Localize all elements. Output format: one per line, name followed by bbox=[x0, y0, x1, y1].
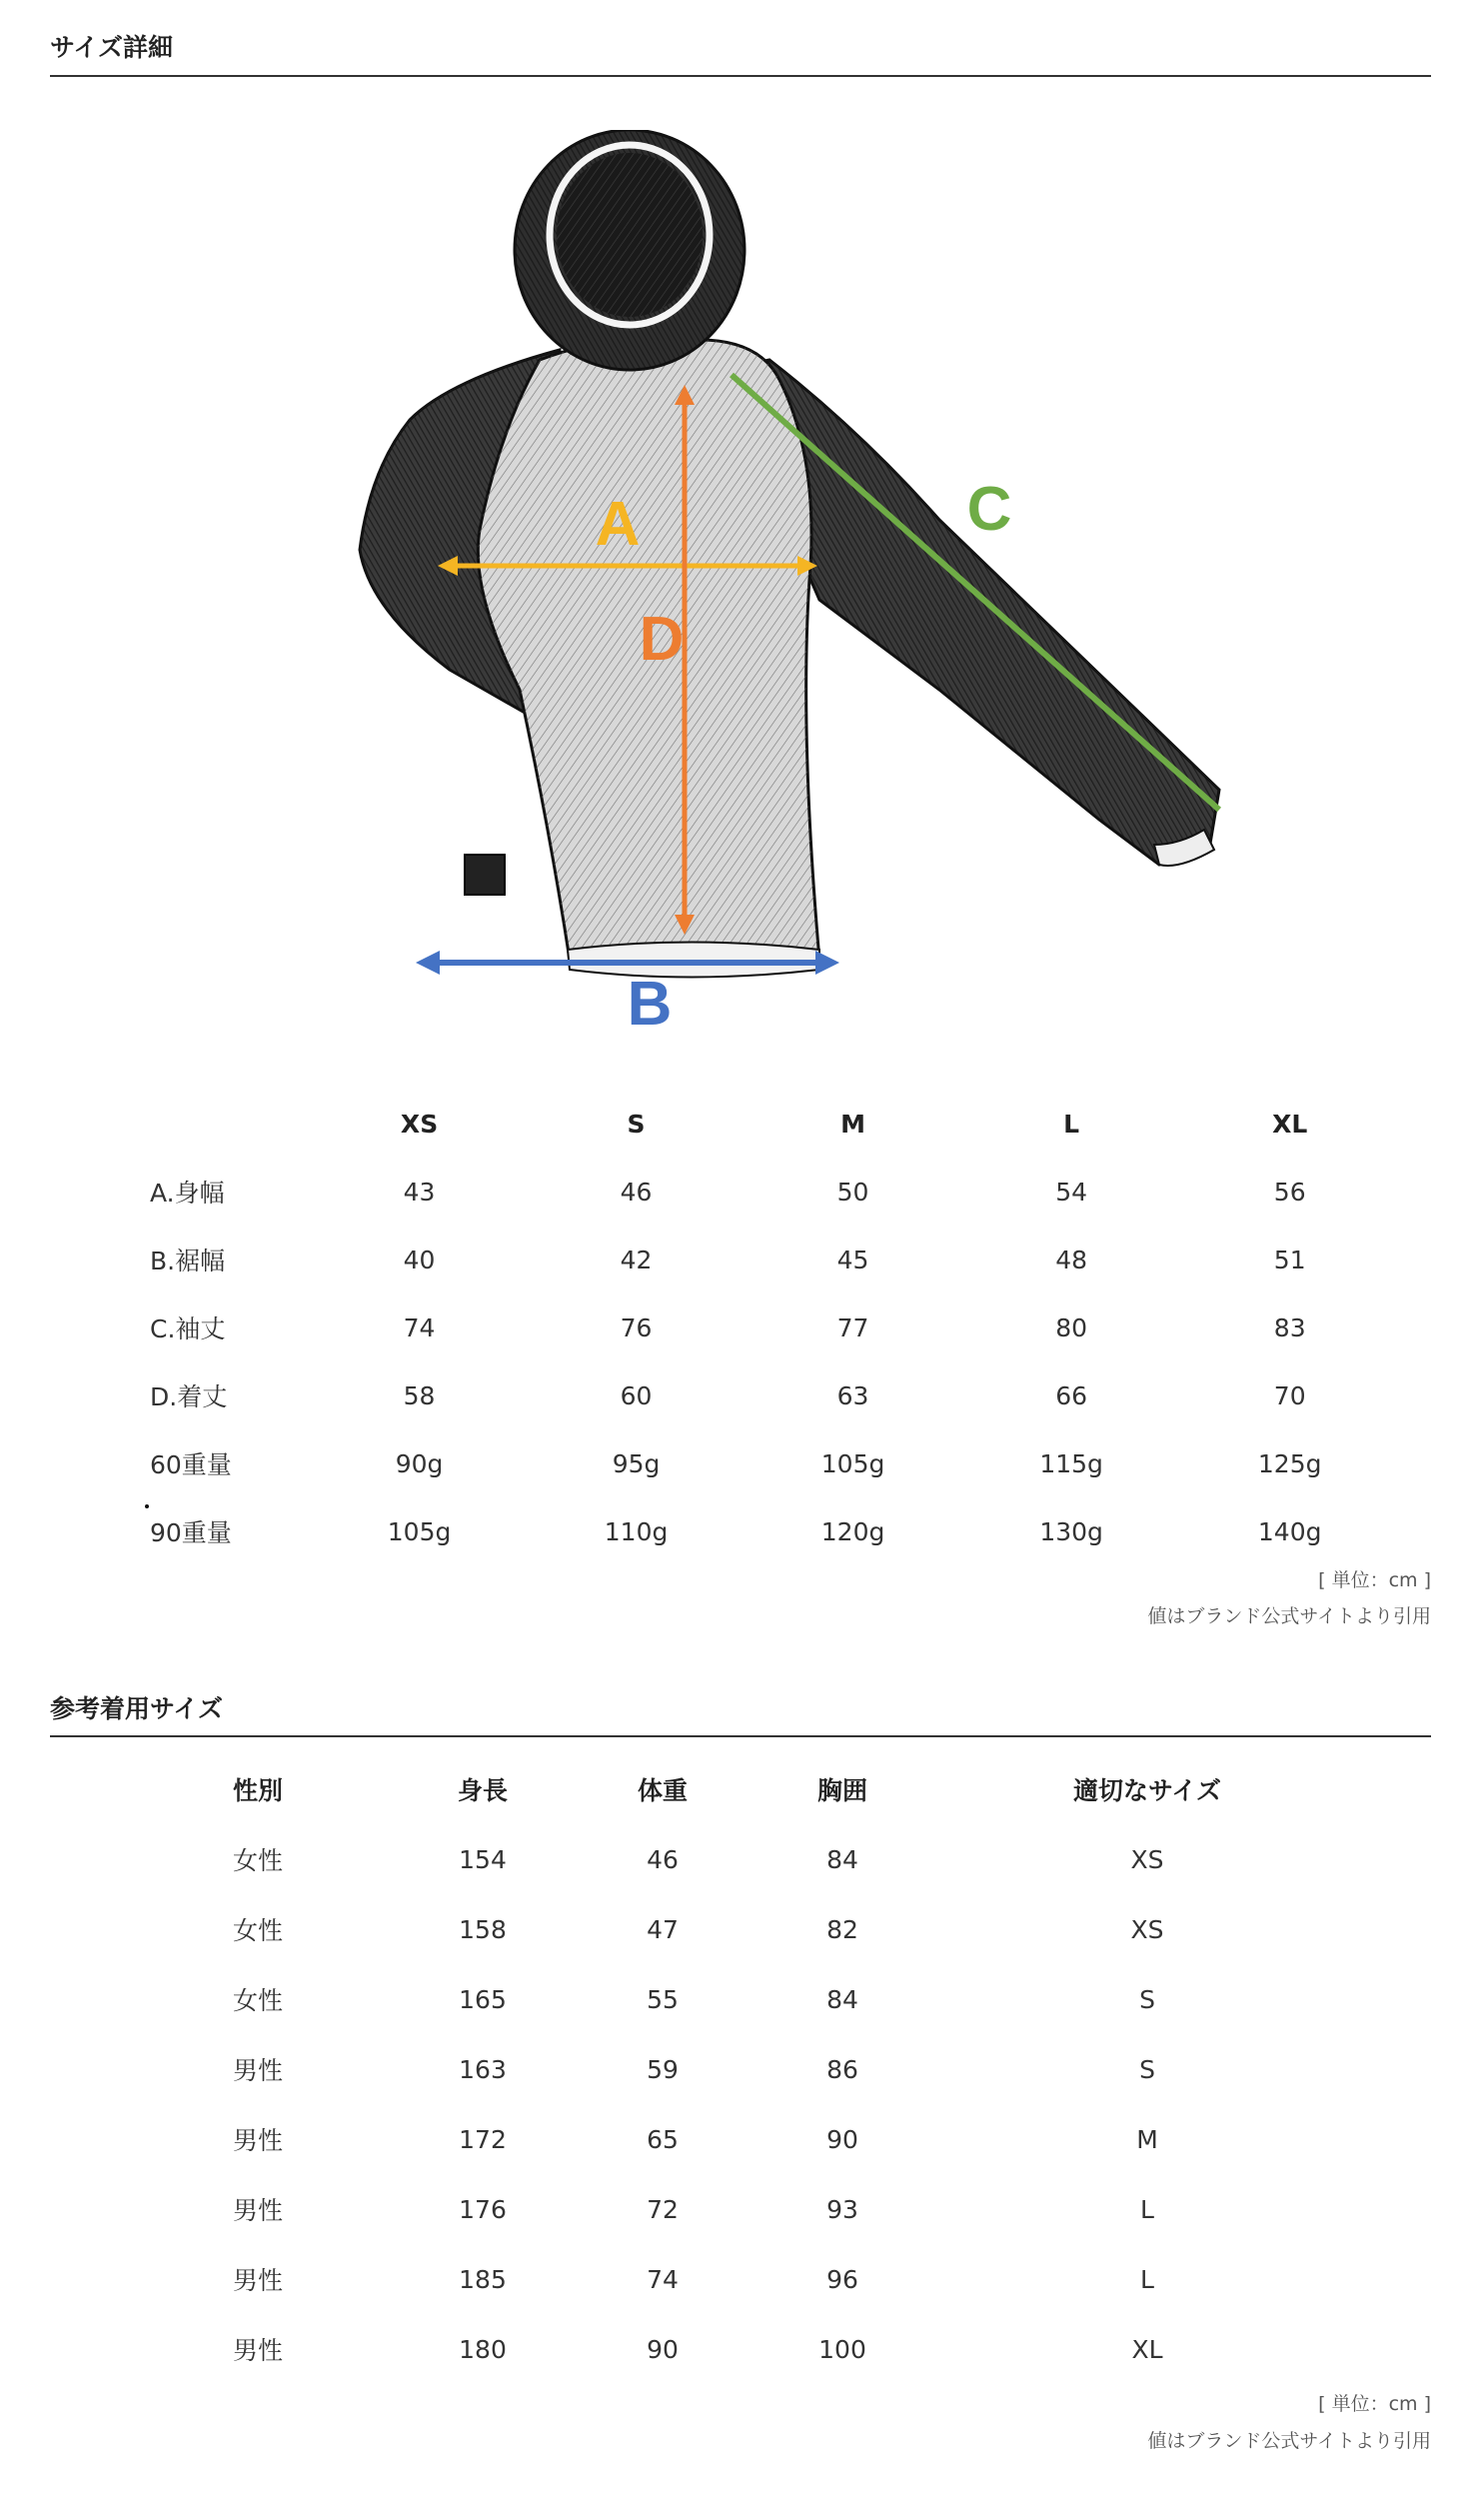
cell-fit-size: M bbox=[1136, 2124, 1158, 2154]
cell-weight: 72 bbox=[647, 2194, 679, 2224]
reference-source-note: 値はブランド公式サイトより引用 bbox=[1147, 2430, 1431, 2452]
table-row bbox=[150, 1158, 1399, 1226]
cell-fit-size: S bbox=[1139, 1984, 1155, 2014]
size-detail-unit-note: [ 単位：cm ] bbox=[1318, 1569, 1431, 1591]
cell-weight: 59 bbox=[647, 2054, 679, 2084]
table-row bbox=[150, 1361, 1399, 1429]
cell-value: 105g bbox=[387, 1516, 452, 1546]
size-detail-divider bbox=[50, 75, 1431, 77]
cell-value: 125g bbox=[1257, 1448, 1322, 1478]
table-row bbox=[150, 1293, 1399, 1361]
reference-header-row bbox=[183, 1754, 1302, 1824]
cell-fit-size: XS bbox=[1130, 1914, 1164, 1944]
cell-weight: 47 bbox=[647, 1914, 679, 1944]
cell-weight: 46 bbox=[647, 1844, 679, 1874]
cell-weight: 55 bbox=[647, 1984, 679, 2014]
size-detail-source-note: 値はブランド公式サイトより引用 bbox=[1147, 1605, 1431, 1627]
cell-weight: 74 bbox=[647, 2264, 679, 2294]
cell-chest: 82 bbox=[826, 1914, 858, 1944]
cell-fit-size: L bbox=[1140, 2264, 1154, 2294]
cell-chest: 90 bbox=[826, 2124, 858, 2154]
cell-gender: 男性 bbox=[232, 2336, 283, 2365]
cell-weight: 90 bbox=[647, 2334, 679, 2364]
table-row bbox=[183, 2244, 1302, 2314]
logo-patch bbox=[465, 855, 505, 895]
measure-b-label: B bbox=[627, 970, 673, 1030]
table-row bbox=[183, 2034, 1302, 2104]
table-row bbox=[183, 1894, 1302, 1964]
cell-chest: 96 bbox=[826, 2264, 858, 2294]
cell-height: 176 bbox=[459, 2194, 507, 2224]
cell-value: 54 bbox=[1055, 1177, 1088, 1207]
header-weight: 体重 bbox=[637, 1776, 688, 1805]
cell-chest: 84 bbox=[826, 1984, 858, 2014]
cell-gender: 男性 bbox=[232, 2126, 283, 2155]
reference-table bbox=[183, 1754, 1302, 2384]
cell-value: 70 bbox=[1273, 1380, 1306, 1410]
table-row bbox=[183, 2314, 1302, 2384]
header-gender: 性別 bbox=[232, 1776, 283, 1805]
cell-gender: 女性 bbox=[232, 1986, 283, 2015]
cell-value: 40 bbox=[403, 1245, 436, 1274]
cell-value: 51 bbox=[1273, 1245, 1306, 1274]
size-detail-title: サイズ詳細 bbox=[50, 33, 174, 62]
cell-value: 110g bbox=[604, 1516, 669, 1546]
size-detail-header-row bbox=[150, 1090, 1399, 1158]
cell-fit-size: XS bbox=[1130, 1844, 1164, 1874]
cell-fit-size: L bbox=[1140, 2194, 1154, 2224]
cell-value: 48 bbox=[1055, 1245, 1088, 1274]
cell-value: 58 bbox=[403, 1380, 436, 1410]
header-l: L bbox=[1063, 1109, 1080, 1139]
cell-value: 90g bbox=[395, 1448, 444, 1478]
cell-height: 154 bbox=[459, 1844, 507, 1874]
cell-height: 163 bbox=[459, 2054, 507, 2084]
cell-value: 130g bbox=[1039, 1516, 1103, 1546]
cell-gender: 女性 bbox=[232, 1916, 283, 1945]
cell-chest: 86 bbox=[826, 2054, 858, 2084]
cell-value: 43 bbox=[403, 1177, 436, 1207]
cell-value: 83 bbox=[1273, 1312, 1306, 1342]
table-row bbox=[150, 1497, 1399, 1565]
cell-value: 63 bbox=[836, 1380, 869, 1410]
row-label: C.袖丈 bbox=[150, 1314, 226, 1343]
cell-value: 95g bbox=[612, 1448, 661, 1478]
cell-value: 77 bbox=[836, 1312, 869, 1342]
stray-dot bbox=[145, 1504, 149, 1508]
cell-value: 46 bbox=[620, 1177, 653, 1207]
header-chest: 胸囲 bbox=[816, 1776, 867, 1805]
cell-value: 105g bbox=[820, 1448, 885, 1478]
table-row bbox=[150, 1226, 1399, 1293]
cell-height: 185 bbox=[459, 2264, 507, 2294]
cell-chest: 100 bbox=[818, 2334, 866, 2364]
cell-value: 60 bbox=[620, 1380, 653, 1410]
table-row bbox=[183, 1964, 1302, 2034]
cell-value: 115g bbox=[1039, 1448, 1103, 1478]
cell-height: 158 bbox=[459, 1914, 507, 1944]
reference-title: 参考着用サイズ bbox=[50, 1694, 224, 1723]
measure-d-label: D bbox=[639, 605, 685, 674]
reference-unit-note: [ 単位：cm ] bbox=[1318, 2393, 1431, 2415]
cell-height: 165 bbox=[459, 1984, 507, 2014]
measure-a-label: A bbox=[595, 490, 641, 559]
cell-value: 66 bbox=[1055, 1380, 1088, 1410]
cell-weight: 65 bbox=[647, 2124, 679, 2154]
cell-height: 180 bbox=[459, 2334, 507, 2364]
cell-value: 140g bbox=[1257, 1516, 1322, 1546]
table-row bbox=[150, 1429, 1399, 1497]
table-row bbox=[183, 2174, 1302, 2244]
table-row bbox=[183, 2104, 1302, 2174]
cell-value: 80 bbox=[1055, 1312, 1088, 1342]
size-detail-table bbox=[150, 1090, 1399, 1565]
cell-gender: 男性 bbox=[232, 2196, 283, 2225]
cell-value: 50 bbox=[836, 1177, 869, 1207]
header-xl: XL bbox=[1272, 1109, 1308, 1139]
cell-gender: 男性 bbox=[232, 2266, 283, 2295]
cell-value: 120g bbox=[820, 1516, 885, 1546]
row-label: A.身幅 bbox=[150, 1179, 225, 1208]
header-xs: XS bbox=[400, 1109, 439, 1139]
cell-value: 76 bbox=[620, 1312, 653, 1342]
cell-value: 45 bbox=[836, 1245, 869, 1274]
cell-gender: 男性 bbox=[232, 2056, 283, 2085]
row-label: B.裾幅 bbox=[150, 1247, 226, 1275]
header-empty bbox=[150, 1090, 310, 1158]
cell-value: 74 bbox=[403, 1312, 436, 1342]
cell-value: 42 bbox=[620, 1245, 653, 1274]
header-m: M bbox=[840, 1109, 865, 1139]
header-height: 身長 bbox=[457, 1776, 508, 1805]
cell-chest: 84 bbox=[826, 1844, 858, 1874]
row-label: D.着丈 bbox=[150, 1382, 228, 1411]
cell-fit-size: S bbox=[1139, 2054, 1155, 2084]
header-s: S bbox=[627, 1109, 646, 1139]
cell-height: 172 bbox=[459, 2124, 507, 2154]
cell-gender: 女性 bbox=[232, 1846, 283, 1875]
cell-value: 56 bbox=[1273, 1177, 1306, 1207]
hoodie-measurement-diagram bbox=[300, 130, 1239, 1030]
cell-chest: 93 bbox=[826, 2194, 858, 2224]
reference-divider bbox=[50, 1735, 1431, 1737]
cell-fit-size: XL bbox=[1131, 2334, 1163, 2364]
measure-c-label: C bbox=[966, 475, 1012, 544]
row-label: 60重量 bbox=[150, 1450, 232, 1479]
table-row bbox=[183, 1824, 1302, 1894]
row-label: 90重量 bbox=[150, 1518, 232, 1547]
header-fit-size: 適切なサイズ bbox=[1072, 1776, 1221, 1805]
